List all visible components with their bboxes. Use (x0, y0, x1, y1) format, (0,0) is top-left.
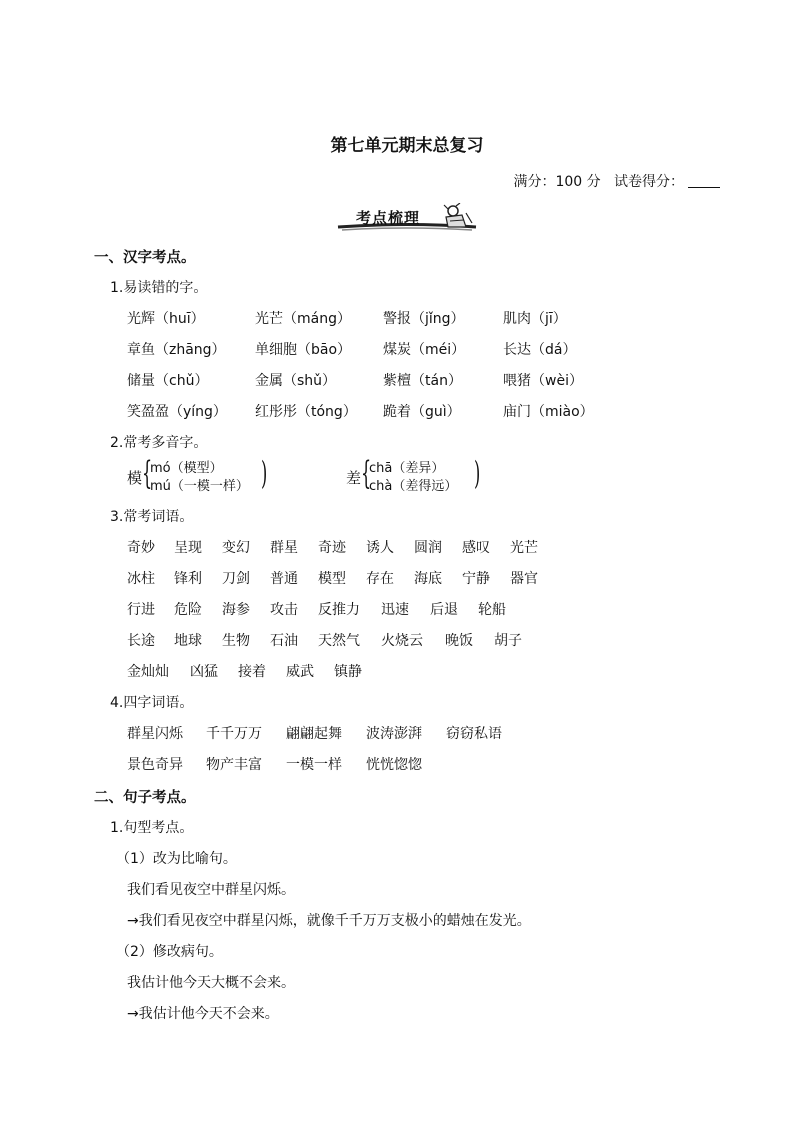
word-item: 海底 (414, 571, 442, 587)
polyphone-reading-a: mó（模型） (150, 461, 223, 476)
reading-item: 长达（dá） (503, 342, 577, 358)
word-item: 呈现 (174, 540, 202, 556)
left-brace: { (361, 454, 372, 492)
banner-title: 考点梳理 (356, 209, 421, 227)
reading-figure-icon (436, 203, 476, 233)
word-item: 火烧云 (381, 633, 423, 649)
word-item: 攻击 (270, 602, 298, 618)
word-item: 冰柱 (127, 571, 155, 587)
polyphone-char: 差 (346, 469, 362, 487)
paper-score-label: 试卷得分： (614, 174, 684, 190)
sub-4-label: 4.四字词语。 (110, 695, 194, 711)
word-item: 接着 (238, 664, 266, 680)
reading-item: 章鱼（zhāng） (127, 342, 226, 358)
idiom-item: 群星闪烁 (127, 726, 183, 742)
word-item: 胡子 (494, 633, 522, 649)
exercise-2-answer: →我估计他今天不会来。 (127, 1006, 279, 1022)
word-item: 金灿灿 (127, 664, 169, 680)
polyphone-char: 模 (127, 469, 143, 487)
idiom-item: 景色奇异 (127, 757, 183, 773)
idiom-item: 物产丰富 (206, 757, 262, 773)
word-item: 器官 (510, 571, 538, 587)
idiom-item: 恍恍惚惚 (366, 757, 422, 773)
reading-item: 紫檀（tán） (383, 373, 462, 389)
exercise-2-question: 我估计他今天大概不会来。 (127, 975, 295, 991)
full-score: 满分：100 分 (513, 174, 601, 190)
reading-item: 光芒（máng） (255, 311, 351, 327)
polyphone-reading-a: chā（差异） (369, 461, 445, 476)
reading-item: 储量（chǔ） (127, 373, 209, 389)
word-item: 诱人 (366, 540, 394, 556)
section-banner (336, 203, 486, 233)
word-item: 锋利 (174, 571, 202, 587)
left-brace: { (142, 454, 153, 492)
word-item: 轮船 (478, 602, 506, 618)
exercise-1-answer: →我们看见夜空中群星闪烁，就像千千万万支极小的蜡烛在发光。 (127, 913, 531, 929)
word-item: 长途 (127, 633, 155, 649)
reading-item: 笑盈盈（yíng） (127, 404, 227, 420)
reading-item: 庙门（miào） (503, 404, 594, 420)
right-paren: ) (474, 454, 481, 492)
word-item: 刀剑 (222, 571, 250, 587)
reading-item: 红彤彤（tóng） (255, 404, 357, 420)
right-paren: ) (261, 454, 268, 492)
word-item: 群星 (270, 540, 298, 556)
word-item: 光芒 (510, 540, 538, 556)
reading-item: 煤炭（méi） (383, 342, 466, 358)
word-item: 石油 (270, 633, 298, 649)
reading-item: 警报（jǐng） (383, 311, 465, 327)
word-item: 威武 (286, 664, 314, 680)
section-2-heading: 二、句子考点。 (94, 790, 196, 806)
sub-3-label: 3.常考词语。 (110, 509, 194, 525)
idiom-item: 一模一样 (286, 757, 342, 773)
polyphone-mo (127, 454, 277, 497)
word-item: 晚饭 (445, 633, 473, 649)
word-item: 感叹 (462, 540, 490, 556)
word-item: 生物 (222, 633, 250, 649)
idiom-item: 波涛澎湃 (366, 726, 422, 742)
word-item: 变幻 (222, 540, 250, 556)
word-item: 奇妙 (127, 540, 155, 556)
page-title: 第七单元期末总复习 (330, 136, 484, 156)
idiom-item: 翩翩起舞 (286, 726, 342, 742)
word-item: 圆润 (414, 540, 442, 556)
score-blank (688, 187, 720, 188)
section-1-heading: 一、汉字考点。 (94, 250, 196, 266)
word-item: 模型 (318, 571, 346, 587)
word-item: 后退 (430, 602, 458, 618)
word-item: 普通 (270, 571, 298, 587)
word-item: 镇静 (334, 664, 362, 680)
polyphone-reading-b: mú（一模一样） (150, 479, 249, 494)
word-item: 行进 (127, 602, 155, 618)
word-item: 反推力 (318, 602, 360, 618)
score-line (513, 171, 720, 191)
reading-item: 跪着（guì） (383, 404, 461, 420)
sentence-sub-1-label: 1.句型考点。 (110, 820, 194, 836)
reading-item: 单细胞（bāo） (255, 342, 352, 358)
word-item: 奇迹 (318, 540, 346, 556)
word-item: 天然气 (318, 633, 360, 649)
word-item: 迅速 (381, 602, 409, 618)
sub-2-label: 2.常考多音字。 (110, 435, 208, 451)
idiom-item: 千千万万 (206, 726, 262, 742)
reading-item: 光辉（huī） (127, 311, 205, 327)
reading-item: 肌肉（jī） (503, 311, 567, 327)
word-item: 地球 (174, 633, 202, 649)
word-item: 存在 (366, 571, 394, 587)
polyphone-cha (346, 454, 496, 497)
exercise-1-label: （1）改为比喻句。 (116, 851, 237, 867)
word-item: 危险 (174, 602, 202, 618)
reading-item: 喂猪（wèi） (503, 373, 583, 389)
word-item: 海参 (222, 602, 250, 618)
word-item: 宁静 (462, 571, 490, 587)
sub-1-label: 1.易读错的字。 (110, 280, 208, 296)
exercise-1-question: 我们看见夜空中群星闪烁。 (127, 882, 295, 898)
idiom-item: 窃窃私语 (446, 726, 502, 742)
word-item: 凶猛 (190, 664, 218, 680)
exercise-2-label: （2）修改病句。 (116, 944, 223, 960)
reading-item: 金属（shǔ） (255, 373, 337, 389)
polyphone-reading-b: chà（差得远） (369, 479, 458, 494)
